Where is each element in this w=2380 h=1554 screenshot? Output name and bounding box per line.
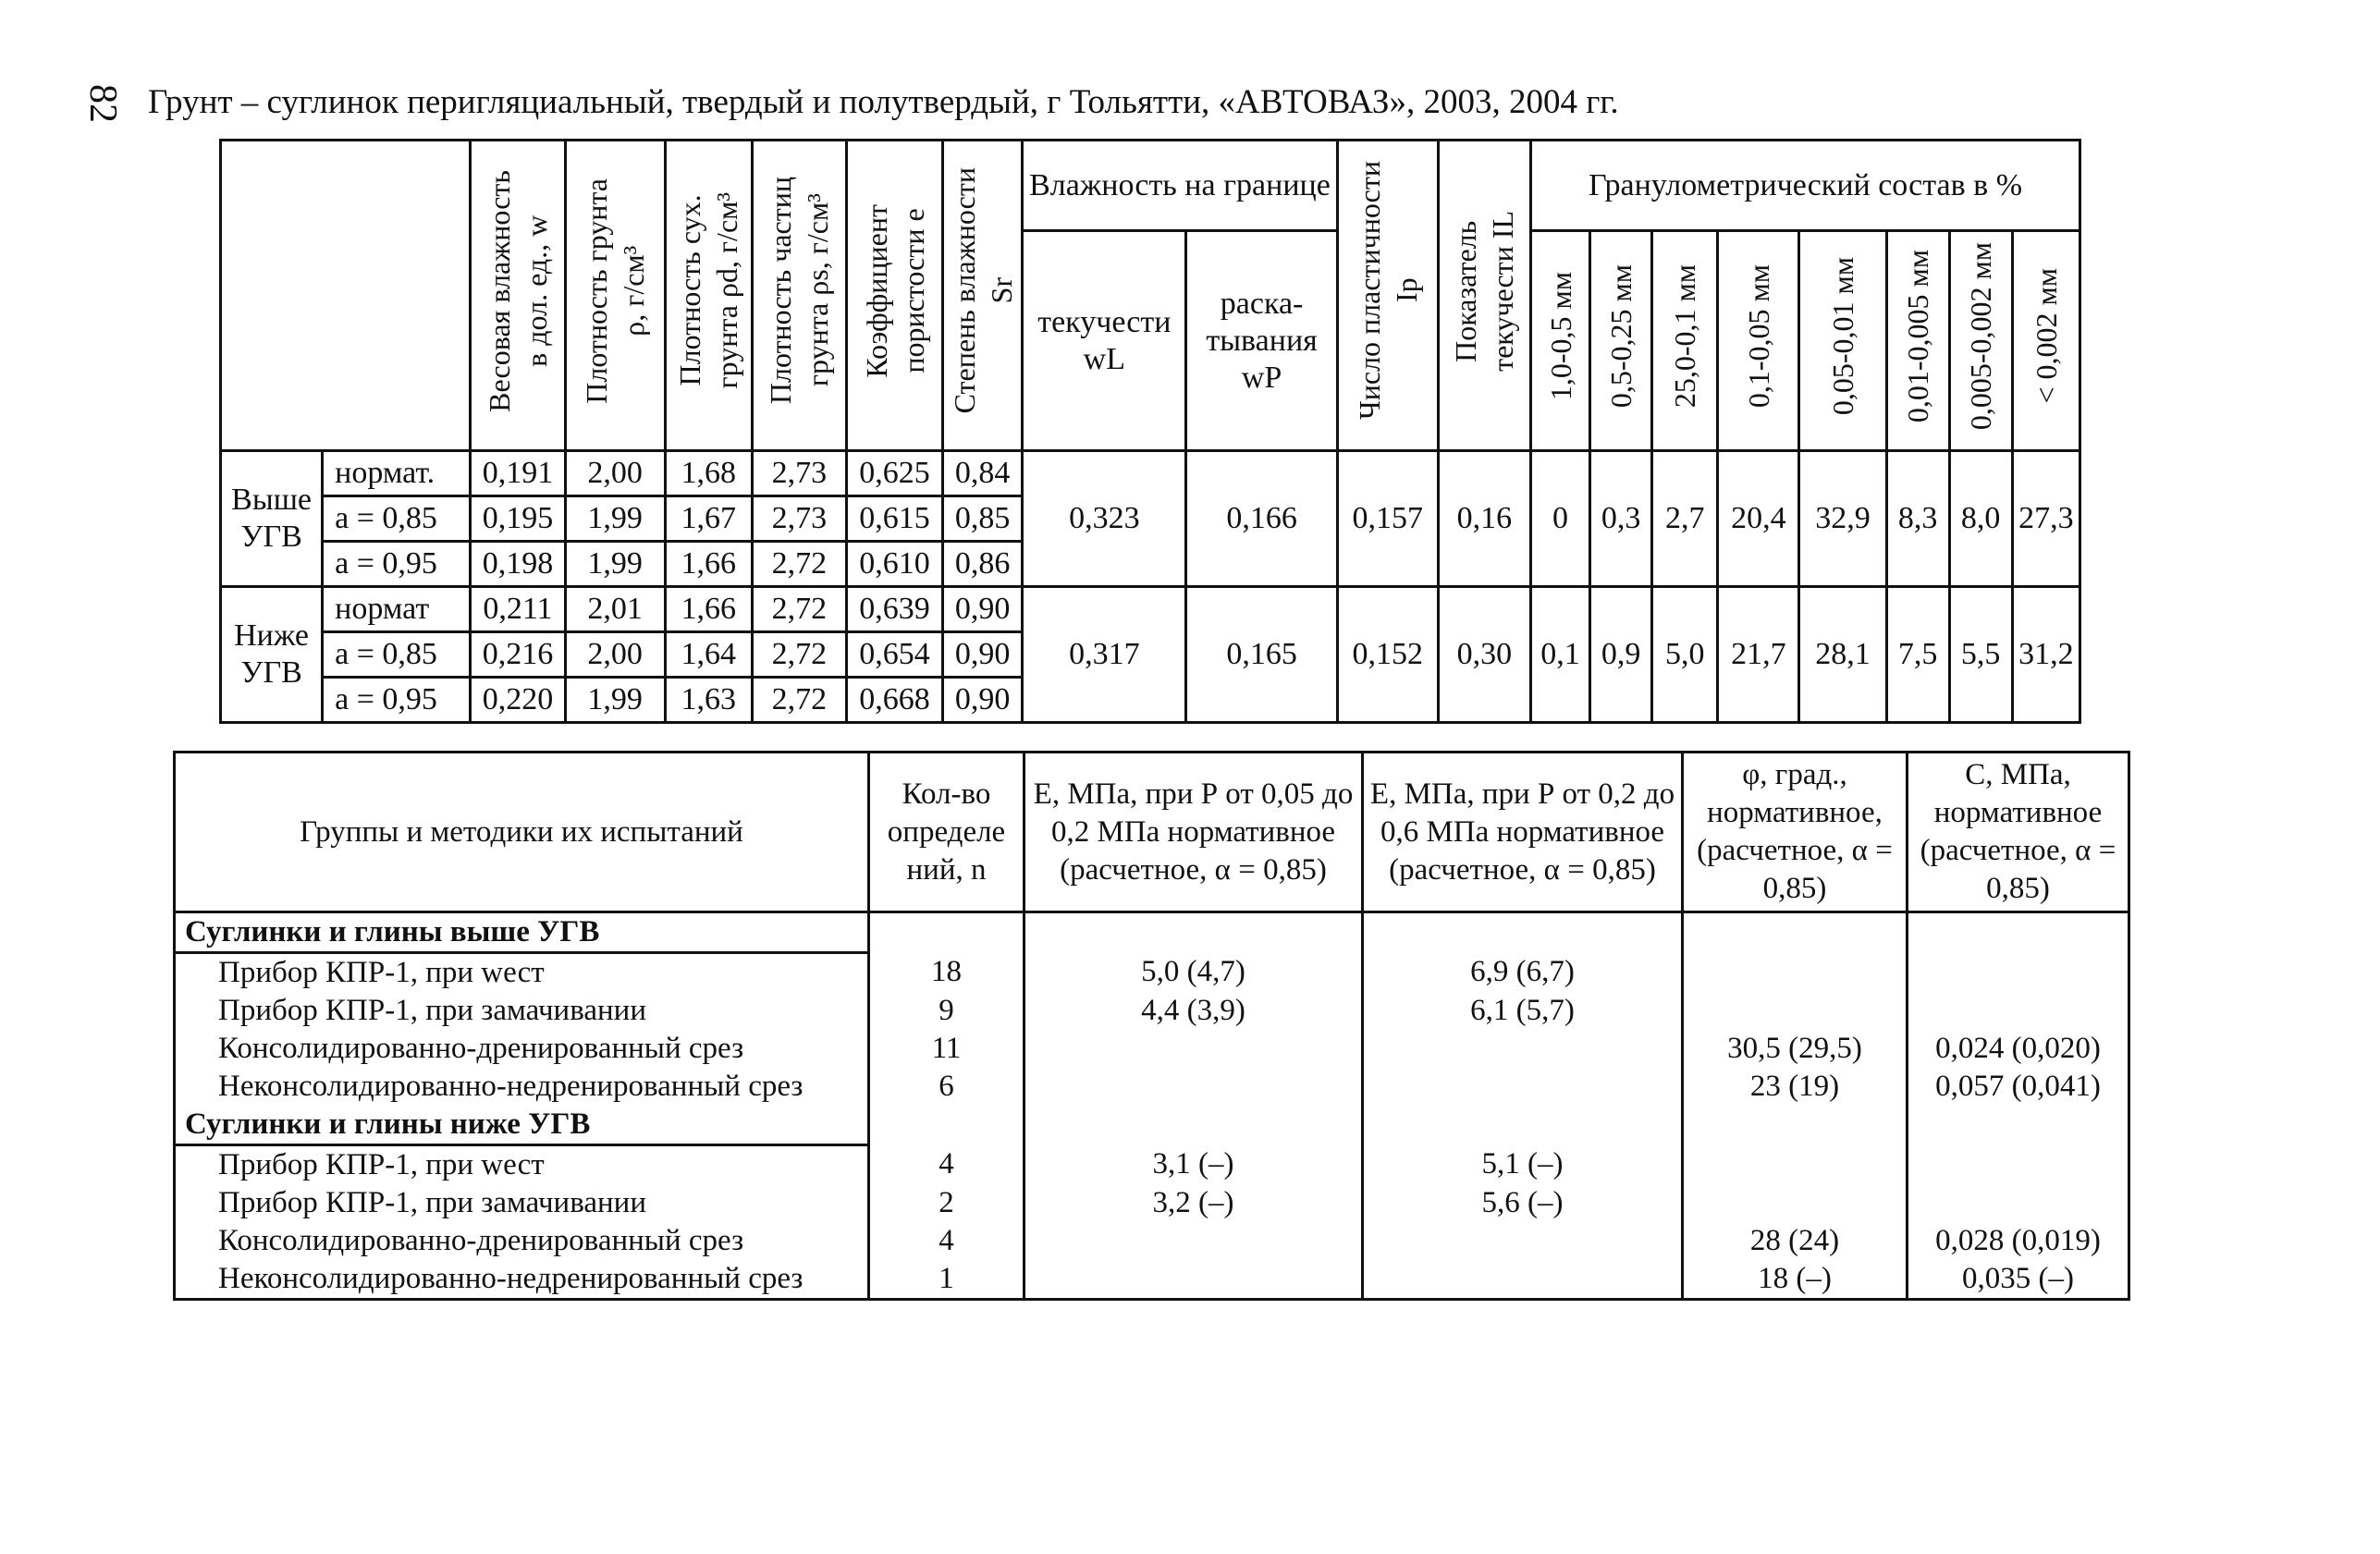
section-title-row [175,912,2129,953]
header-wp: раска-тывания wP [1186,231,1337,451]
header-rho-s: Плотность частиц грунта ρs, г/см³ [752,141,846,451]
header-e1: Е, МПа, при Р от 0,05 до 0,2 МПа нормативное (расчетное, α = 0,85) [1024,753,1363,912]
page-number: 82 [81,84,124,123]
section-title-row [175,1106,2129,1145]
header-grain-6: 0,005-0,002 мм [1949,231,2012,451]
table-row: a = 0,95 0,220 1,99 1,63 2,72 0,668 0,90 [221,678,2080,723]
table-row: Неконсолидированно-недренированный срез 1 18 (–) 0,035 (–) [175,1260,2129,1300]
group-label: Ниже УГВ [221,587,323,723]
header-rho-d: Плотность сух. грунта ρd, г/см³ [665,141,752,451]
table2-header-row [175,753,2129,912]
mechanical-properties-table [173,751,2130,1301]
header-rho: Плотность грунта ρ, г/см³ [565,141,665,451]
header-wl: текучести wL [1023,231,1186,451]
header-grain-3: 0,1-0,05 мм [1718,231,1799,451]
header-w: Весовая влажность в дол. ед., w [471,141,565,451]
header-groups: Группы и методики их испытаний [175,753,869,912]
header-grain-2: 25,0-0,1 мм [1652,231,1718,451]
table1-header-row-1 [221,141,2080,231]
header-grain-4: 0,05-0,01 мм [1799,231,1886,451]
header-e: Коэффициент пористости e [846,141,942,451]
section-title: Суглинки и глины ниже УГВ [175,1106,869,1145]
table-row: Консолидированно-дренированный срез 11 30,5 (29,5) 0,024 (0,020) [175,1030,2129,1068]
header-phi: φ, град., нормативное, (расчетное, α = 0,85) [1683,753,1908,912]
header-count: Кол-во определе ний, n [869,753,1024,912]
page-title: Грунт – суглинок перигляциальный, твердый и полутвердый, г Тольятти, «АВТОВАЗ», 2003, 2004 гг. [148,83,1619,121]
header-grain-7: < 0,002 мм [2012,231,2079,451]
table-row: a = 0,95 0,198 1,99 1,66 2,72 0,610 0,86 [221,542,2080,587]
header-e2: Е, МПа, при Р от 0,2 до 0,6 МПа нормативное (расчетное, α = 0,85) [1363,753,1683,912]
table-row: Прибор КПР-1, при замачивании 2 3,2 (–) 5,6 (–) [175,1184,2129,1222]
table-row: Ниже УГВ нормат 0,211 2,01 1,66 2,72 0,639 0,90 0,317 0,165 0,152 0,30 0,1 0,9 5,0 21,7 28,1 7,5 5,5 31,2 [221,587,2080,632]
header-grain-group: Гранулометрический состав в % [1531,141,2080,231]
header-grain-5: 0,01-0,005 мм [1886,231,1949,451]
table-row: Прибор КПР-1, при wест 18 5,0 (4,7) 6,9 (6,7) [175,953,2129,993]
header-ip: Число пластичности Ip [1337,141,1438,451]
header-moisture-group: Влажность на границе [1023,141,1338,231]
header-il: Показатель текучести IL [1438,141,1530,451]
header-c: С, МПа, нормативное (расчетное, α = 0,85) [1908,753,2129,912]
header-grain-0: 1,0-0,5 мм [1531,231,1590,451]
group-label: Выше УГВ [221,451,323,587]
soil-properties-table [219,139,2081,724]
table-row: a = 0,85 0,216 2,00 1,64 2,72 0,654 0,90 [221,632,2080,678]
header-sr: Степень влажности Sr [943,141,1023,451]
header-grain-1: 0,5-0,25 мм [1590,231,1652,451]
table-row: a = 0,85 0,195 1,99 1,67 2,73 0,615 0,85 [221,496,2080,542]
table-row: Неконсолидированно-недренированный срез 6 23 (19) 0,057 (0,041) [175,1068,2129,1106]
header-empty [221,141,471,451]
table-row: Выше УГВ нормат. 0,191 2,00 1,68 2,73 0,625 0,84 0,323 0,166 0,157 0,16 0 0,3 2,7 20,4 32,9 8,3 8,0 27,3 [221,451,2080,496]
table-row: Прибор КПР-1, при wест 4 3,1 (–) 5,1 (–) [175,1145,2129,1185]
table-row: Прибор КПР-1, при замачивании 9 4,4 (3,9) 6,1 (5,7) [175,992,2129,1030]
table-row: Консолидированно-дренированный срез 4 28 (24) 0,028 (0,019) [175,1222,2129,1260]
section-title: Суглинки и глины выше УГВ [175,912,869,953]
